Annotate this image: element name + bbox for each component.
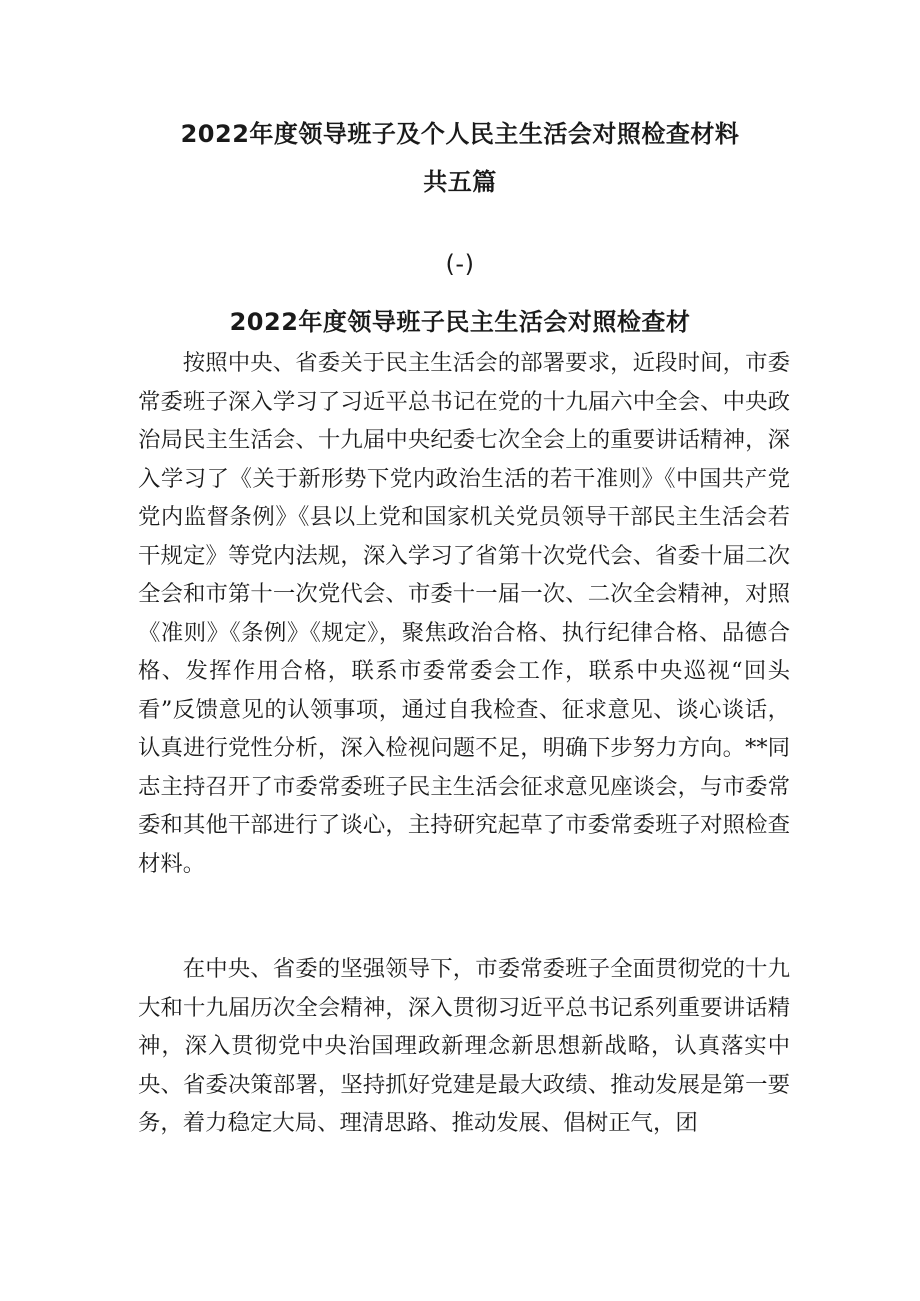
section-title: 2022年度领导班子民主生活会对照检查材 [229,308,691,336]
document-title: 2022年度领导班子及个人民主生活会对照检查材料 [180,120,740,148]
body-paragraph: 按照中央、省委关于民主生活会的部署要求，近段时间，市委常委班子深入学习了习近平总书记在党的十九届六中全会、中央政治局民主生活会、十九届中央纪委七次全会上的重要讲话精神，深入学习了《关于新形势下党内政治生活的若干准则》《中国共产党党内监督条例》《县以上党和国家机关党员领导干部民主生活会若干规定》等党内法规，深入学习了省第十次党代会、省委十届二次全会和市第十一次党代会、市委十一届一次、二次全会精神，对照《准则》《条例》《规定》，聚焦政治合格、执行纪律合格、品德合格、发挥作用合格，联系市委常委会工作，联系中央巡视“回头看”反馈意见的认领事项，通过自我检查、征求意见、谈心谈话，认真进行党性分析，深入检视问题不足，明确下步努力方向。**同志主持召开了市委常委班子民主生活会征求意见座谈会，与市委常委和其他干部进行了谈心，主持研究起草了市委常委班子对照检查材料。 [138,350,790,877]
body-paragraph: 在中央、省委的坚强领导下，市委常委班子全面贯彻党的十九大和十九届历次全会精神，深入贯彻习近平总书记系列重要讲话精神，深入贯彻党中央治国理政新理念新思想新战略，认真落实中央、省委决策部署，坚持抓好党建是最大政绩、推动发展是第一要务，着力稳定大局、理清思路、推动发展、倡树正气，团 [138,956,790,1136]
section-number: (-) [445,250,475,278]
document-subtitle: 共五篇 [423,168,497,196]
